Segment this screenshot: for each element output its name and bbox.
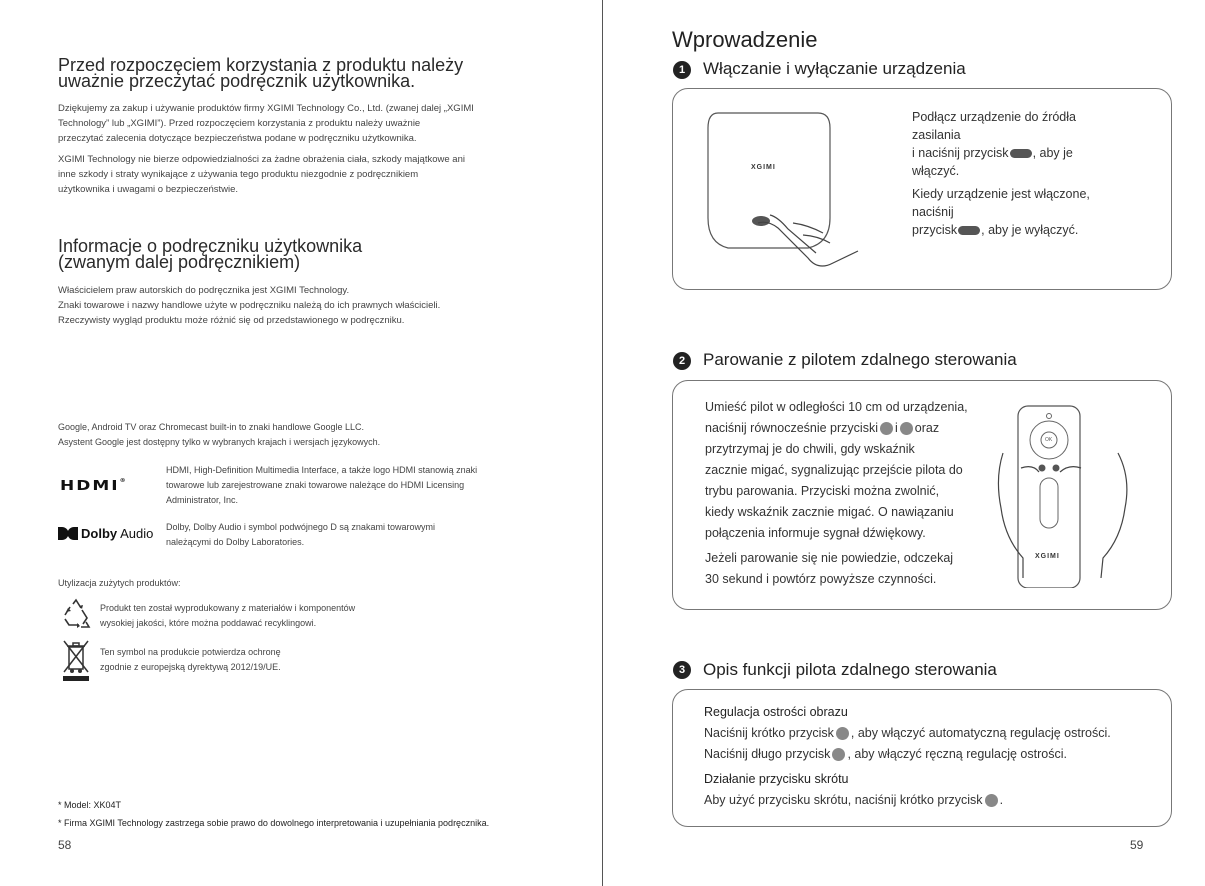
power-instructions — [912, 108, 1162, 239]
page-number-right: 59 — [1130, 838, 1144, 852]
remote-illustration — [993, 398, 1133, 588]
text-line: Kiedy urządzenie jest włączone, — [912, 187, 1090, 201]
weee-text — [100, 645, 281, 675]
text-line: przytrzymaj je do chwili, gdy wskaźnik — [705, 442, 915, 456]
step-title-power: Włączanie i wyłączanie urządzenia — [703, 59, 966, 78]
remote-brand: XGIMI — [1035, 553, 1060, 560]
heading-manual-info — [58, 238, 362, 270]
recycle-text — [100, 601, 355, 631]
text-line: Podłącz urządzenie do źródła — [912, 110, 1076, 124]
subheading-shortcut: Działanie przycisku skrótu — [704, 772, 849, 786]
text-line: Dolby, Dolby Audio i symbol podwójnego D są znakami towarowymi — [166, 522, 435, 532]
heading-line: uważnie przeczytać podręcznik użytkownika. — [58, 71, 416, 91]
text-line: należącymi do Dolby Laboratories. — [166, 537, 305, 547]
focus-button-icon — [832, 748, 845, 761]
heading-line: Informacje o podręczniku użytkownika — [58, 236, 363, 256]
back-button-icon — [880, 422, 893, 435]
projector-illustration — [698, 103, 868, 273]
heading-line: (zwanym dalej podręcznikiem) — [58, 252, 301, 272]
text-line — [705, 418, 1005, 439]
text-fragment: i naciśnij przycisk — [912, 146, 1009, 160]
text-line: Asystent Google jest dostępny tylko w wybranych krajach i wersjach językowych. — [58, 437, 381, 447]
text-line: towarowe lub zarejestrowane znaki towarowe należące do HDMI Licensing — [166, 480, 465, 490]
text-line — [704, 744, 1154, 765]
text-fragment: , aby je wyłączyć. — [981, 223, 1079, 237]
step-number-1: 1 — [673, 61, 691, 79]
step-title-pairing: Parowanie z pilotem zdalnego sterowania — [703, 350, 1017, 369]
dolby-logo — [58, 526, 153, 541]
device-brand: XGIMI — [751, 164, 776, 171]
text-line: naciśnij — [912, 205, 954, 219]
text-line: Google, Android TV oraz Chromecast built-in to znaki handlowe Google LLC. — [58, 422, 365, 432]
text-fragment: , aby włączyć automatyczną regulację ostrości. — [850, 726, 1111, 740]
heading-read-manual — [58, 57, 463, 89]
text-line — [912, 144, 1162, 162]
text-line: kiedy wskaźnik zacznie migać. O nawiązaniu — [705, 505, 954, 519]
hdmi-logo-text: HDMI — [60, 478, 120, 494]
text-line: Jeżeli parowanie się nie powiedzie, odczekaj — [705, 551, 954, 565]
text-fragment: Aby użyć przycisku skrótu, naciśnij krótko przycisk — [704, 793, 983, 807]
text-line: użytkownika i uwagami o bezpieczeństwie. — [58, 184, 239, 195]
text-line — [704, 723, 1154, 744]
text-fragment: , aby je — [1032, 146, 1073, 160]
step-title-functions: Opis funkcji pilota zdalnego sterowania — [703, 660, 997, 679]
text-line: Dziękujemy za zakup i używanie produktów firmy XGIMI Technology Co., Ltd. (zwanej dalej „XGIMI — [58, 103, 474, 114]
text-line — [912, 221, 1162, 239]
text-line: przeczytać zalecenia dotyczące bezpieczeństwa podane w podręczniku użytkownika. — [58, 133, 417, 144]
text-line: trybu parowania. Przyciski można zwolnić, — [705, 484, 940, 498]
text-line: wysokiej jakości, które można poddawać recyklingowi. — [100, 618, 317, 628]
heading-line: Przed rozpoczęciem korzystania z produktu należy — [58, 55, 464, 75]
text-line: zasilania — [912, 128, 961, 142]
text-line: włączyć. — [912, 164, 960, 178]
text-line: zacznie migać, sygnalizując przejście pilota do — [705, 463, 963, 477]
dolby-logo-bold: Dolby — [81, 526, 118, 541]
rights-note: * Firma XGIMI Technology zastrzega sobie prawo do dowolnego interpretowania i uzupełniania podręcznika. — [58, 818, 490, 828]
text-line — [704, 790, 1154, 811]
text-fragment: przycisk — [912, 223, 958, 237]
left-page — [0, 0, 602, 886]
text-line: inne szkody i straty wynikające z używania tego produktu niezgodnie z podręcznikiem — [58, 169, 419, 180]
text-line: Administrator, Inc. — [166, 495, 239, 505]
home-button-icon — [900, 422, 913, 435]
text-fragment: Naciśnij długo przycisk — [704, 747, 831, 761]
recycle-icon — [60, 598, 92, 630]
thanks-paragraph — [58, 101, 558, 146]
text-fragment: oraz — [914, 421, 940, 435]
power-button-icon — [958, 226, 980, 235]
text-line: Umieść pilot w odległości 10 cm od urządzenia, — [705, 400, 968, 414]
liability-paragraph — [58, 152, 558, 197]
text-fragment: . — [999, 793, 1004, 807]
functions-text — [704, 702, 1154, 811]
crossed-bin-icon — [62, 638, 90, 682]
hdmi-logo: HDMI® — [60, 478, 128, 494]
text-fragment: , aby włączyć ręczną regulację ostrości. — [847, 747, 1067, 761]
text-line: 30 sekund i powtórz powyższe czynności. — [705, 572, 937, 586]
pairing-instructions — [705, 397, 1005, 590]
model-note: * Model: XK04T — [58, 800, 122, 810]
remote-ok-label: OK — [1045, 437, 1053, 443]
text-line: zgodnie z europejską dyrektywą 2012/19/UE. — [100, 662, 281, 672]
hdmi-trademark — [166, 463, 526, 508]
subheading-focus: Regulacja ostrości obrazu — [704, 705, 848, 719]
focus-button-icon — [836, 727, 849, 740]
dolby-logo-light: Audio — [120, 526, 154, 541]
text-line: Rzeczywisty wygląd produktu może różnić się od przedstawionego w podręczniku. — [58, 315, 405, 326]
recycle-title: Utylizacja zużytych produktów: — [58, 578, 181, 588]
text-fragment: Naciśnij krótko przycisk — [704, 726, 834, 740]
right-page — [603, 0, 1205, 886]
text-line: Produkt ten został wyprodukowany z materiałów i komponentów — [100, 603, 356, 613]
section-title: Wprowadzenie — [672, 27, 818, 52]
text-fragment: i — [894, 421, 898, 435]
page-number-left: 58 — [58, 838, 72, 852]
text-line: XGIMI Technology nie bierze odpowiedzialności za żadne obrażenia ciała, szkody majątkowe ani — [58, 154, 465, 165]
power-button-icon — [1010, 149, 1032, 158]
copyright-paragraph — [58, 283, 558, 328]
text-line: Znaki towarowe i nazwy handlowe użyte w podręczniku należą do ich prawnych właścicieli. — [58, 300, 441, 311]
step-number-2: 2 — [673, 352, 691, 370]
text-fragment: naciśnij równocześnie przyciski — [705, 421, 878, 435]
step-number-3: 3 — [673, 661, 691, 679]
text-line: Technology” lub „XGIMI”). Przed rozpoczęciem korzystania z produktu należy uważnie — [58, 118, 421, 129]
text-line: Właścicielem praw autorskich do podręcznika jest XGIMI Technology. — [58, 285, 350, 296]
google-trademark — [58, 420, 558, 450]
text-line: połączenia informuje sygnał dźwiękowy. — [705, 526, 926, 540]
shortcut-button-icon — [985, 794, 998, 807]
text-line: Ten symbol na produkcie potwierdza ochronę — [100, 647, 281, 657]
dolby-trademark — [166, 520, 526, 550]
dolby-double-d-icon — [58, 527, 78, 540]
text-line: HDMI, High-Definition Multimedia Interface, a także logo HDMI stanowią znaki — [166, 465, 478, 475]
